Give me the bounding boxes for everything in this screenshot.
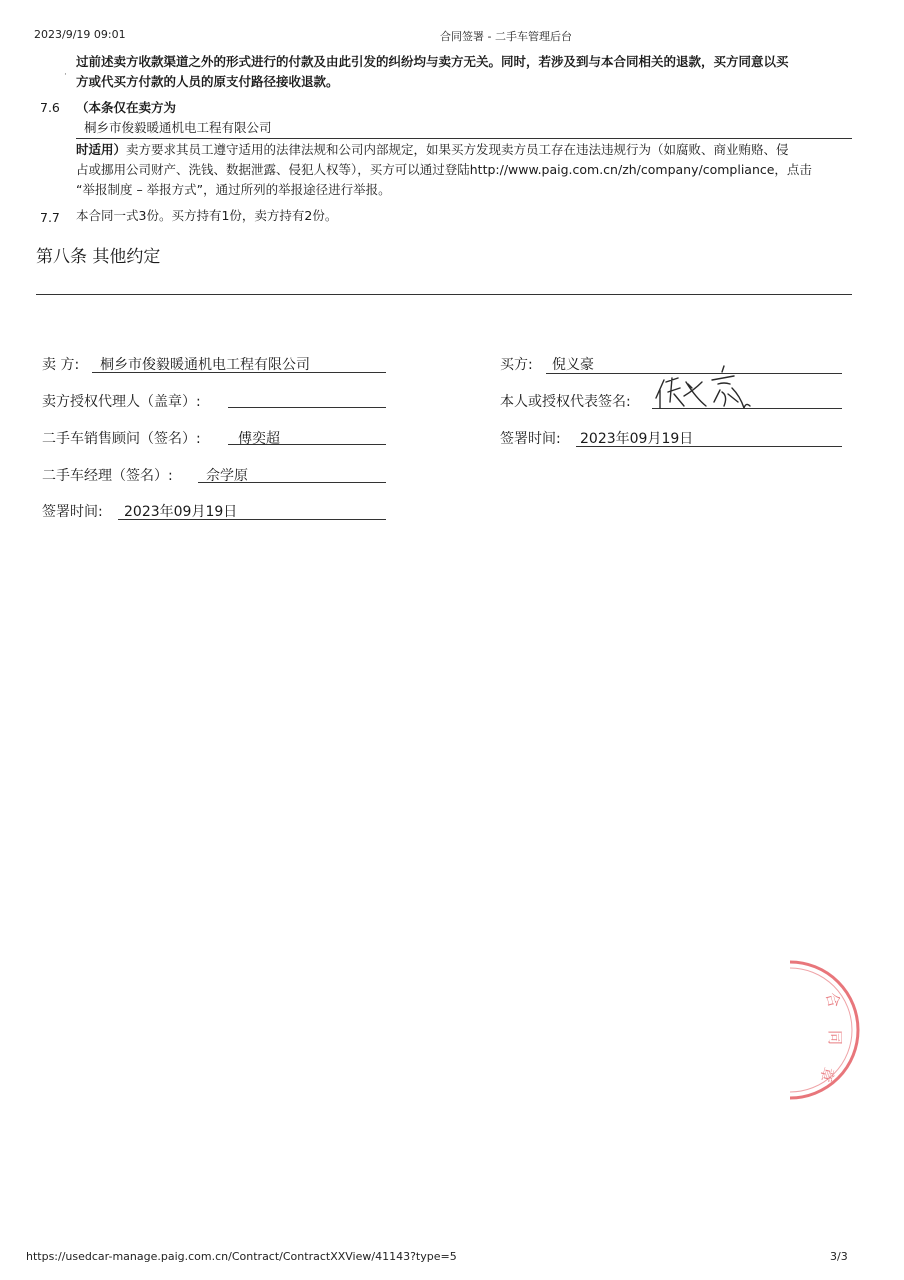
clause-7-7-text: 本合同一式3份。买方持有1份，卖方持有2份。 bbox=[76, 208, 338, 223]
buyer-handwritten-signature bbox=[650, 362, 760, 422]
article-8-blank-line bbox=[36, 294, 852, 295]
article-8-title: 第八条 其他约定 bbox=[36, 247, 161, 267]
buyer-date-value: 2023年09月19日 bbox=[580, 431, 694, 447]
company-seal bbox=[790, 960, 900, 1100]
seller-underline bbox=[92, 372, 386, 373]
buyer-date-label: 签署时间: bbox=[500, 431, 561, 447]
seller-label: 卖 方: bbox=[42, 357, 80, 373]
print-page-title: 合同签署 - 二手车管理后台 bbox=[440, 30, 572, 43]
footer-url[interactable]: https://usedcar-manage.paig.com.cn/Contract/ContractXXView/41143?type=5 bbox=[26, 1250, 457, 1263]
company-seal-graphic bbox=[790, 960, 900, 1100]
seller-date-value: 2023年09月19日 bbox=[124, 504, 238, 520]
clause-7-6-company: 桐乡市俊毅暖通机电工程有限公司 bbox=[84, 120, 272, 135]
clause-7-6-lead: （本条仅在卖方为 bbox=[76, 100, 177, 115]
clause-7-6-company-underline bbox=[76, 138, 852, 139]
clause-7-7-number: 7.7 bbox=[40, 210, 60, 225]
footer-page-number: 3/3 bbox=[830, 1250, 848, 1263]
seller-date-label: 签署时间: bbox=[42, 504, 103, 520]
seller-value: 桐乡市俊毅暖通机电工程有限公司 bbox=[100, 357, 310, 373]
svg-text:合: 合 bbox=[822, 990, 844, 1010]
advisor-value: 傅奕超 bbox=[238, 431, 280, 447]
buyer-sign-label: 本人或授权代表签名: bbox=[500, 394, 631, 410]
svg-text:章: 章 bbox=[816, 1064, 838, 1085]
clause-7-6-body-line-3: “举报制度 – 举报方式”，通过所列的举报途径进行举报。 bbox=[76, 182, 391, 197]
margin-dot: · bbox=[64, 70, 67, 80]
manager-value: 佘学原 bbox=[206, 468, 248, 484]
refund-text-line-2: 方或代买方付款的人员的原支付路径接收退款。 bbox=[76, 74, 339, 89]
buyer-date-underline bbox=[576, 446, 842, 447]
advisor-label: 二手车销售顾问（签名）: bbox=[42, 431, 201, 447]
refund-text-line-1: 过前述卖方收款渠道之外的形式进行的付款及由此引发的纠纷均与卖方无关。同时，若涉及到与本合同相关的退款，买方同意以买 bbox=[76, 54, 789, 69]
manager-underline bbox=[198, 482, 386, 483]
clause-7-6-body-line-1 bbox=[76, 140, 866, 160]
seller-date-underline bbox=[118, 519, 386, 520]
manager-label: 二手车经理（签名）: bbox=[42, 468, 173, 484]
advisor-underline bbox=[228, 444, 386, 445]
clause-7-6-body-1: 卖方要求其员工遵守适用的法律法规和公司内部规定，如果买方发现卖方员工存在违法违规行为（如腐败、商业贿赂、侵 bbox=[126, 142, 789, 157]
svg-text:同: 同 bbox=[826, 1030, 844, 1046]
print-datetime: 2023/9/19 09:01 bbox=[34, 28, 126, 41]
clause-7-6-number: 7.6 bbox=[40, 100, 60, 115]
buyer-label: 买方: bbox=[500, 357, 533, 373]
buyer-value: 倪义豪 bbox=[552, 357, 594, 373]
seller-agent-label: 卖方授权代理人（盖章）: bbox=[42, 394, 201, 410]
clause-7-6-applies: 时适用） bbox=[76, 142, 127, 157]
seller-agent-underline bbox=[228, 407, 386, 408]
clause-7-6-body-line-2: 占或挪用公司财产、洗钱、数据泄露、侵犯人权等），买方可以通过登陆http://www.paig.com.cn/zh/company/compliance，点击 bbox=[76, 162, 812, 177]
